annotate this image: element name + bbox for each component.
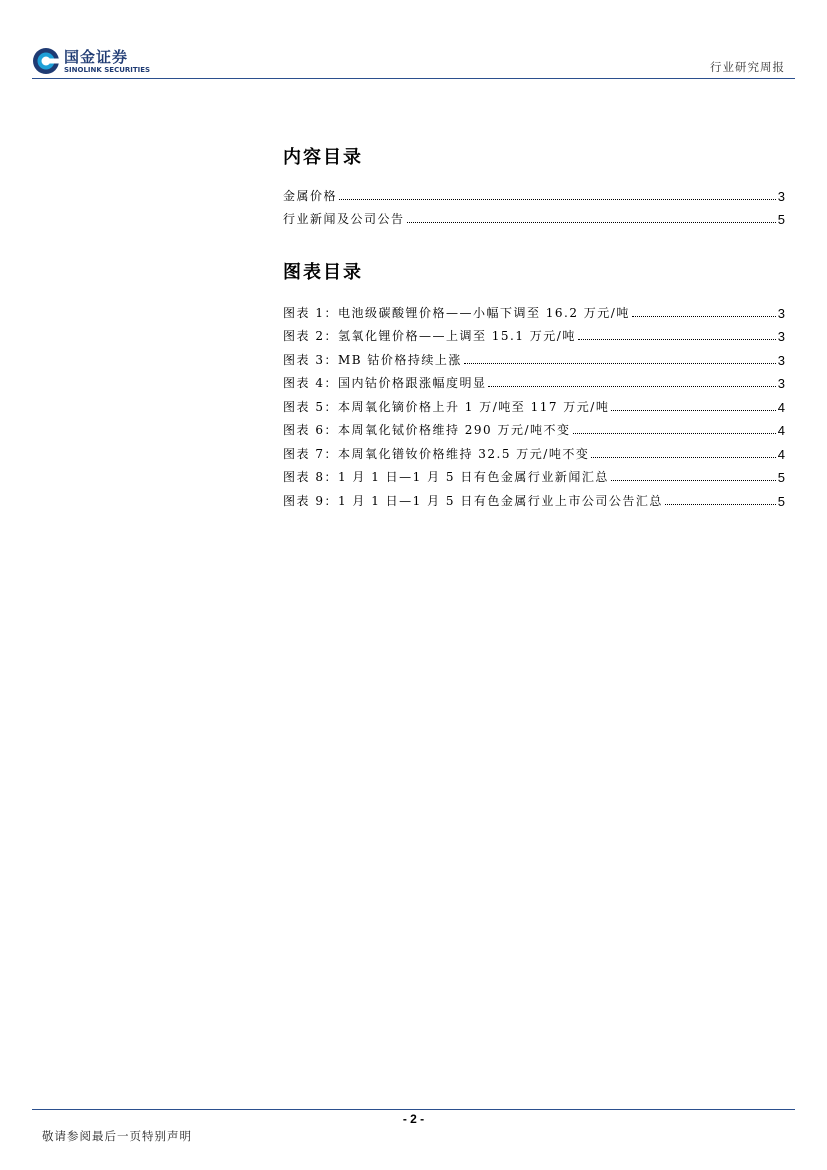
header-divider <box>32 78 795 79</box>
figure-entry-label: 图表 5：本周氧化镝价格上升 1 万/吨至 117 万元/吨 <box>283 399 610 414</box>
logo-mark-icon <box>32 47 60 75</box>
company-logo <box>32 46 162 80</box>
figure-entry-label: 图表 1：电池级碳酸锂价格——小幅下调至 16.2 万元/吨 <box>283 305 630 320</box>
toc-leader-dots <box>578 339 776 340</box>
figure-toc-entry[interactable] <box>283 344 785 368</box>
figure-toc-entry[interactable] <box>283 321 785 345</box>
toc-entry-page: 3 <box>777 188 785 204</box>
footer-divider <box>32 1109 795 1110</box>
figure-toc-title: 图表目录 <box>283 262 363 283</box>
page-number: - 2 - <box>402 1112 425 1126</box>
toc-leader-dots <box>573 433 776 434</box>
figure-entry-page: 4 <box>777 399 785 415</box>
figure-toc-entry[interactable] <box>283 438 785 462</box>
figure-entry-label: 图表 7：本周氧化镨钕价格维持 32.5 万元/吨不变 <box>283 446 590 461</box>
figure-entry-label: 图表 6：本周氧化铽价格维持 290 万元/吨不变 <box>283 423 571 437</box>
figure-toc-entry[interactable] <box>283 391 785 415</box>
figure-entry-label: 图表 8：1 月 1 日—1 月 5 日有色金属行业新闻汇总 <box>283 470 609 484</box>
figure-toc-entry[interactable] <box>283 368 785 392</box>
toc-leader-dots <box>611 410 775 411</box>
report-type-label: 行业研究周报 <box>710 60 785 74</box>
logo-chinese-name: 国金证券 <box>64 48 129 66</box>
figure-toc-entry[interactable] <box>283 297 785 321</box>
toc-leader-dots <box>665 504 776 505</box>
figure-entry-label: 图表 4：国内钴价格跟涨幅度明显 <box>283 376 487 390</box>
figure-entry-page: 3 <box>777 329 785 344</box>
figure-entry-page: 4 <box>777 446 785 462</box>
figure-entry-page: 5 <box>777 470 785 485</box>
figure-entry-page: 4 <box>777 423 785 438</box>
figure-entry-page: 3 <box>777 305 785 321</box>
figure-entry-label: 图表 3：MB 钴价格持续上涨 <box>283 352 462 367</box>
figure-toc-entry[interactable] <box>283 485 785 509</box>
toc-leader-dots <box>591 457 775 458</box>
toc-leader-dots <box>339 199 776 200</box>
toc-leader-dots <box>632 316 776 317</box>
figure-entry-page: 3 <box>777 376 785 391</box>
figure-entry-label: 图表 2：氢氧化锂价格——上调至 15.1 万元/吨 <box>283 329 576 343</box>
toc-leader-dots <box>611 480 776 481</box>
toc-entry-label: 行业新闻及公司公告 <box>283 212 405 226</box>
page-header <box>0 0 827 82</box>
figure-toc-entry[interactable] <box>283 462 785 486</box>
logo-english-name: SINOLINK SECURITIES <box>64 66 151 74</box>
toc-leader-dots <box>464 363 776 364</box>
figure-entry-page: 5 <box>777 493 785 509</box>
figure-toc-section <box>283 258 785 509</box>
figure-entry-page: 3 <box>777 352 785 368</box>
toc-leader-dots <box>488 386 775 387</box>
content-toc-title: 内容目录 <box>283 147 363 168</box>
figure-entry-label: 图表 9：1 月 1 日—1 月 5 日有色金属行业上市公司公告汇总 <box>283 493 663 508</box>
toc-entry-label: 金属价格 <box>283 188 338 203</box>
footer-disclaimer: 敬请参阅最后一页特别声明 <box>42 1129 192 1143</box>
toc-entry[interactable] <box>283 180 785 204</box>
content-toc-section <box>283 143 785 227</box>
toc-entry[interactable] <box>283 204 785 228</box>
toc-entry-page: 5 <box>777 212 785 227</box>
figure-toc-entry[interactable] <box>283 415 785 439</box>
toc-leader-dots <box>407 222 776 223</box>
